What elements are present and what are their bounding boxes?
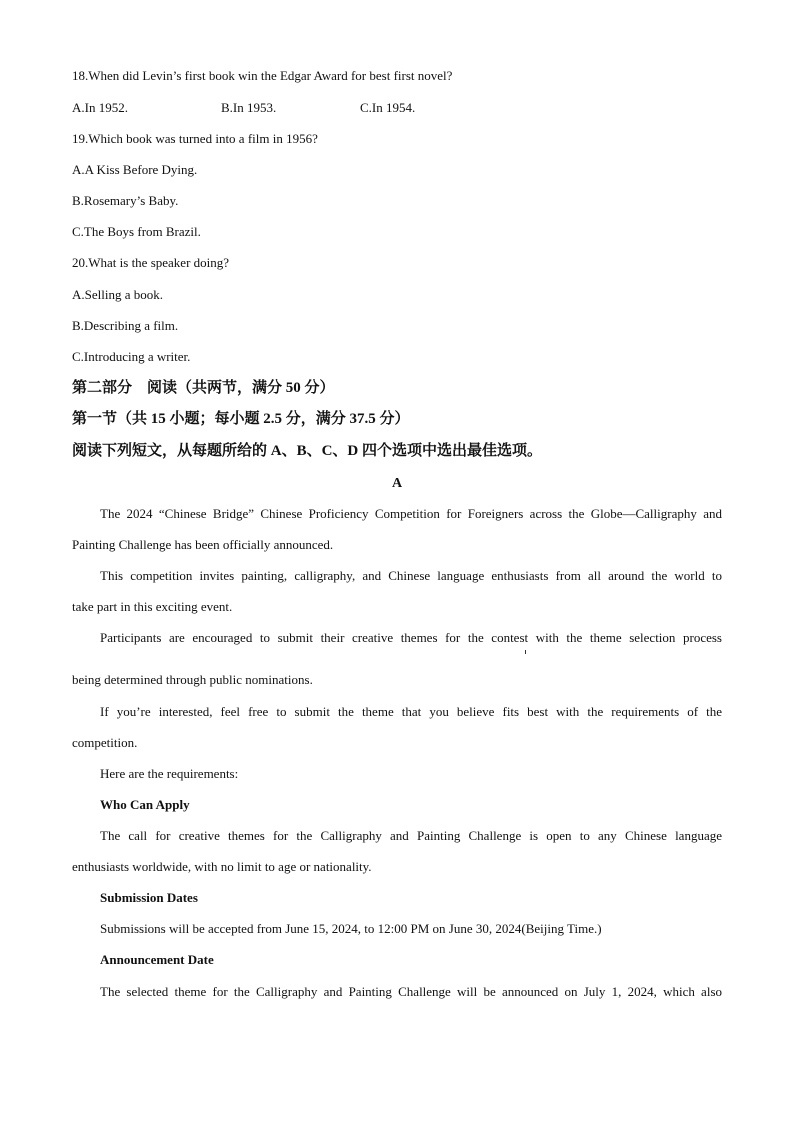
question-20-stem: 20.What is the speaker doing? (72, 255, 230, 270)
part-title: 第二部分 阅读（共两节，满分 50 分） (72, 380, 335, 396)
passage-p6-line1: The call for creative themes for the Calligraphy and Painting Challenge is open to any Chinese language (100, 828, 722, 843)
question-19-option-a: A.A Kiss Before Dying. (72, 162, 198, 177)
question-18-stem: 18.When did Levin’s first book win the Edgar Award for best first novel? (72, 68, 453, 83)
question-18-option-c: C.In 1954. (360, 100, 416, 115)
question-19-stem: 19.Which book was turned into a film in 1956? (72, 131, 318, 146)
question-20-option-a: A.Selling a book. (72, 287, 163, 302)
passage-p3-line1: Participants are encouraged to submit their creative themes for the contest with the theme selection process (100, 630, 722, 645)
passage-p7: Submissions will be accepted from June 15, 2024, to 12:00 PM on June 30, 2024(Beijing Time.) (100, 921, 602, 936)
question-18-option-b: B.In 1953. (221, 100, 277, 115)
question-19-option-c: C.The Boys from Brazil. (72, 224, 201, 239)
passage-p4-line2: competition. (72, 735, 138, 750)
instruction: 阅读下列短文，从每题所给的 A、B、C、D 四个选项中选出最佳选项。 (72, 443, 543, 459)
passage-p4-line1: If you’re interested, feel free to submit the theme that you believe fits best with the requirements of the (100, 704, 722, 719)
heading-announcement-date: Announcement Date (100, 952, 214, 967)
passage-p2-line1: This competition invites painting, calligraphy, and Chinese language enthusiasts from all around the world to (100, 568, 722, 583)
heading-submission-dates: Submission Dates (100, 890, 198, 905)
question-19-option-b: B.Rosemary’s Baby. (72, 193, 179, 208)
passage-p5: Here are the requirements: (100, 766, 239, 781)
passage-p2-line2: take part in this exciting event. (72, 599, 233, 614)
passage-p6-line2: enthusiasts worldwide, with no limit to age or nationality. (72, 859, 372, 874)
question-18-option-a: A.In 1952. (72, 100, 128, 115)
passage-p1-line2: Painting Challenge has been officially announced. (72, 537, 334, 552)
stray-mark (525, 650, 526, 654)
passage-label: A (391, 476, 403, 491)
passage-p1-line1: The 2024 “Chinese Bridge” Chinese Proficiency Competition for Foreigners across the Globe—Calligraphy and (100, 506, 722, 521)
question-20-option-c: C.Introducing a writer. (72, 349, 191, 364)
question-20-option-b: B.Describing a film. (72, 318, 179, 333)
passage-p3-line2: being determined through public nominations. (72, 672, 313, 687)
passage-p8-line1: The selected theme for the Calligraphy and Painting Challenge will be announced on July 1, 2024, which also (100, 984, 722, 999)
heading-who-can-apply: Who Can Apply (100, 797, 190, 812)
section-subtitle: 第一节（共 15 小题；每小题 2.5 分，满分 37.5 分） (72, 411, 410, 427)
